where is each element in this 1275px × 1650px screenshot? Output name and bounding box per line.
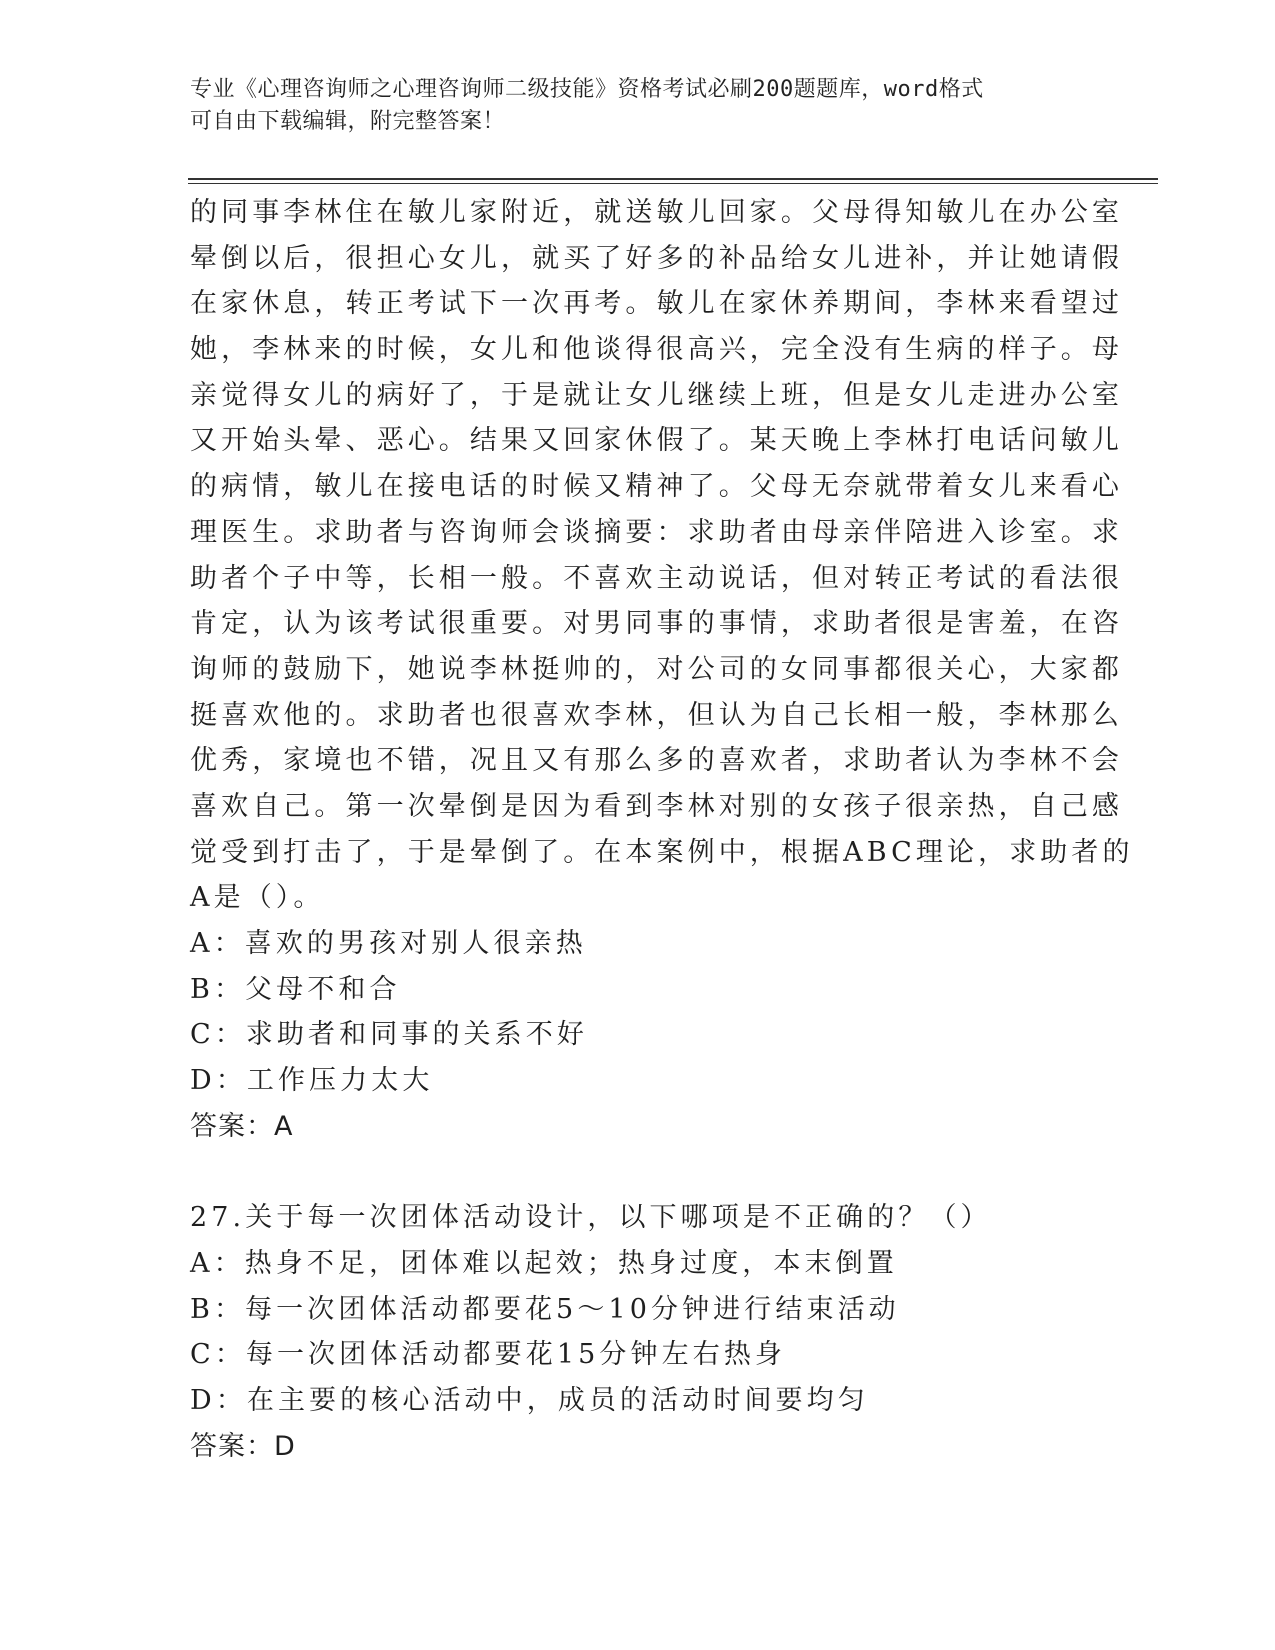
q27-option-c: C：每一次团体活动都要花15分钟左右热身 <box>190 1339 787 1371</box>
passage-line: 询师的鼓励下，她说李林挺帅的，对公司的女同事都很关心，大家都 <box>190 653 1123 685</box>
q26-option-b: B：父母不和合 <box>190 973 401 1005</box>
page-header <box>190 74 1070 138</box>
header-title-line-1: 专业《心理咨询师之心理咨询师二级技能》资格考试必刷200题题库，word格式 <box>190 77 984 102</box>
passage-line: 理医生。求助者与咨询师会谈摘要：求助者由母亲伴陪进入诊室。求 <box>190 516 1123 548</box>
spacer <box>190 1149 1070 1195</box>
passage-line: 助者个子中等，长相一般。不喜欢主动说话，但对转正考试的看法很 <box>190 562 1123 594</box>
passage-line: 肯定，认为该考试很重要。对男同事的事情，求助者很是害羞，在咨 <box>190 608 1123 640</box>
q27-question: 27.关于每一次团体活动设计，以下哪项是不正确的？（） <box>190 1202 992 1234</box>
q26-answer: 答案：A <box>190 1110 294 1142</box>
q26-option-c: C：求助者和同事的关系不好 <box>190 1019 588 1051</box>
passage-line: 觉受到打击了，于是晕倒了。在本案例中，根据ABC理论，求助者的 <box>190 836 1134 868</box>
header-title-line-2: 可自由下载编辑，附完整答案！ <box>190 109 506 134</box>
passage-line: 在家休息，转正考试下一次再考。敏儿在家休养期间，李林来看望过 <box>190 288 1123 320</box>
passage-line: 挺喜欢他的。求助者也很喜欢李林，但认为自己长相一般，李林那么 <box>190 699 1123 731</box>
q27-option-d: D：在主要的核心活动中，成员的活动时间要均匀 <box>190 1384 869 1416</box>
header-rule-thick <box>188 178 1158 180</box>
passage-line: 又开始头晕、恶心。结果又回家休假了。某天晚上李林打电话问敏儿 <box>190 425 1123 457</box>
passage-line: 喜欢自己。第一次晕倒是因为看到李林对别的女孩子很亲热，自己感 <box>190 790 1123 822</box>
passage-line: 晕倒以后，很担心女儿，就买了好多的补品给女儿进补，并让她请假 <box>190 242 1123 274</box>
passage-line: 的病情，敏儿在接电话的时候又精神了。父母无奈就带着女儿来看心 <box>190 471 1123 503</box>
passage-line: 她，李林来的时候，女儿和他谈得很高兴，完全没有生病的样子。母 <box>190 334 1123 366</box>
passage-line: 优秀，家境也不错，况且又有那么多的喜欢者，求助者认为李林不会 <box>190 745 1123 777</box>
passage-line: A是（）。 <box>190 882 325 914</box>
q26-option-d: D：工作压力太大 <box>190 1065 434 1097</box>
q27-option-b: B：每一次团体活动都要花5～10分钟进行结束活动 <box>190 1293 900 1325</box>
passage-line: 亲觉得女儿的病好了，于是就让女儿继续上班，但是女儿走进办公室 <box>190 379 1123 411</box>
q27-answer: 答案：D <box>190 1430 296 1462</box>
passage-line: 的同事李林住在敏儿家附近，就送敏儿回家。父母得知敏儿在办公室 <box>190 197 1123 228</box>
document-body <box>190 190 1134 1469</box>
q26-option-a: A：喜欢的男孩对别人很亲热 <box>190 928 587 959</box>
header-rule-thin <box>188 183 1158 184</box>
q27-option-a: A：热身不足，团体难以起效；热身过度，本末倒置 <box>190 1247 898 1279</box>
